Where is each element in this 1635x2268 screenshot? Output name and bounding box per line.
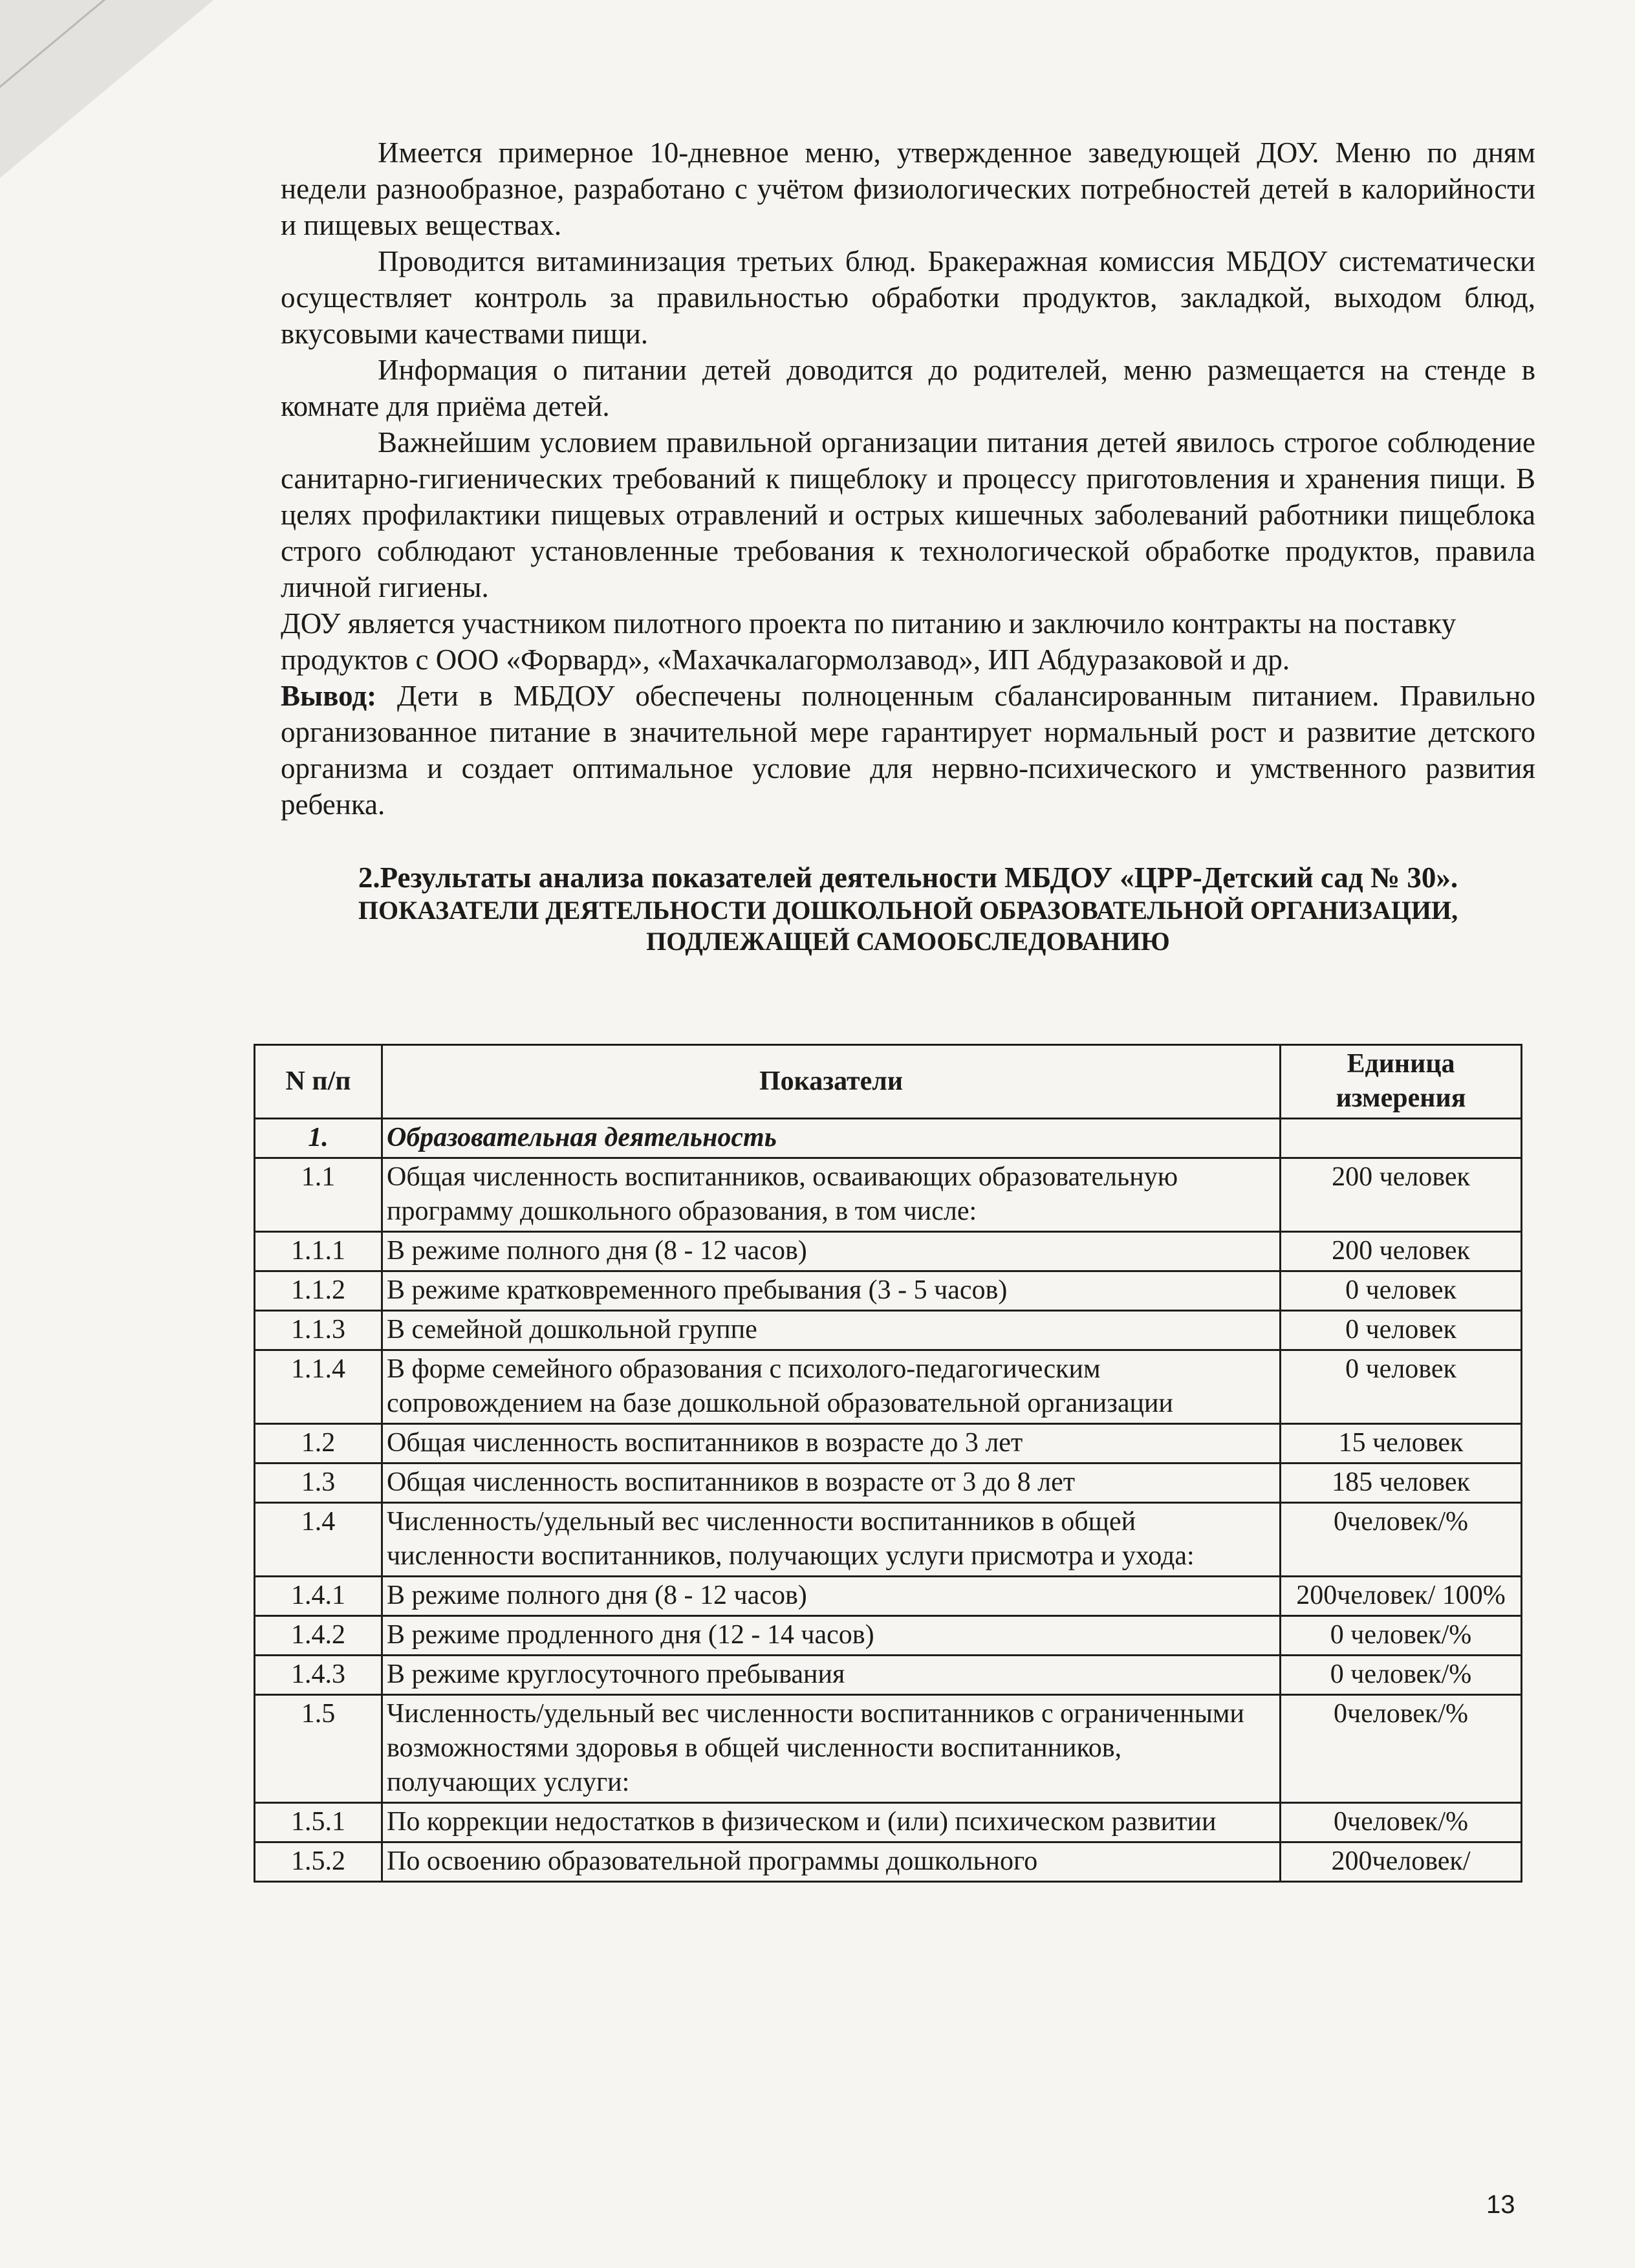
row-unit: 0 человек	[1281, 1311, 1522, 1350]
row-number: 1.1.4	[255, 1350, 382, 1424]
row-number: 1.1.2	[255, 1271, 382, 1311]
table-row	[255, 1695, 1522, 1803]
row-indicator: Образовательная деятельность	[382, 1119, 1281, 1158]
paragraph-sanitary: Важнейшим условием правильной организации питания детей явилось строгое соблюдение санитарно-гигиенических требований к пищеблоку и процессу приготовления и хранения пищи. В целях профилактики пищевых отравлений и острых кишечных заболеваний работники пищеблока строго соблюдают установленные требования к технологической обработке продуктов, правила личной гигиены.	[281, 426, 1535, 603]
row-unit: 15 человек	[1281, 1424, 1522, 1463]
table-row	[255, 1803, 1522, 1842]
row-number: 1.4.3	[255, 1656, 382, 1695]
row-indicator: Численность/удельный вес численности воспитанников в общей численности воспитанников, получающих услуги присмотра и ухода:	[382, 1503, 1281, 1577]
row-indicator: В режиме полного дня (8 - 12 часов)	[382, 1232, 1281, 1271]
row-unit: 0человек/%	[1281, 1503, 1522, 1577]
section-subtitle: ПОКАЗАТЕЛИ ДЕЯТЕЛЬНОСТИ ДОШКОЛЬНОЙ ОБРАЗОВАТЕЛЬНОЙ ОРГАНИЗАЦИИ, ПОДЛЕЖАЩЕЙ САМООБСЛЕДОВАНИЮ	[358, 896, 1458, 956]
table-row	[255, 1232, 1522, 1271]
row-number: 1.5.1	[255, 1803, 382, 1842]
row-indicator: В режиме кратковременного пребывания (3 - 5 часов)	[382, 1271, 1281, 1311]
row-indicator: В режиме полного дня (8 - 12 часов)	[382, 1577, 1281, 1616]
row-number: 1.4	[255, 1503, 382, 1577]
row-number: 1.4.1	[255, 1577, 382, 1616]
row-indicator: По освоению образовательной программы дошкольного	[382, 1842, 1281, 1882]
table-row	[255, 1616, 1522, 1656]
paragraph-pilot-project: ДОУ является участником пилотного проекта по питанию и заключило контракты на поставку продуктов с ООО «Форвард», «Махачкалагормолзавод», ИП Абдуразаковой и др.	[281, 607, 1456, 676]
row-indicator: В режиме круглосуточного пребывания	[382, 1656, 1281, 1695]
row-unit: 200человек/ 100%	[1281, 1577, 1522, 1616]
indicators-table	[254, 1044, 1522, 1883]
row-unit: 200 человек	[1281, 1158, 1522, 1232]
table-section-row	[255, 1119, 1522, 1158]
table-row	[255, 1463, 1522, 1503]
table-row	[255, 1656, 1522, 1695]
table-row	[255, 1271, 1522, 1311]
row-unit: 0 человек	[1281, 1271, 1522, 1311]
row-unit	[1281, 1119, 1522, 1158]
row-number: 1.5.2	[255, 1842, 382, 1882]
row-number: 1.1.1	[255, 1232, 382, 1271]
table-header-row	[255, 1045, 1522, 1119]
row-indicator: В форме семейного образования с психолого-педагогическим сопровождением на базе дошкольной образовательной организации	[382, 1350, 1281, 1424]
header-unit: Единица измерения	[1281, 1045, 1522, 1119]
paragraph-menu: Имеется примерное 10-дневное меню, утвержденное заведующей ДОУ. Меню по дням недели разнообразное, разработано с учётом физиологических потребностей детей в калорийности и пищевых веществах.	[281, 136, 1535, 241]
row-number: 1.2	[255, 1424, 382, 1463]
conclusion	[281, 678, 1535, 823]
row-unit: 0человек/%	[1281, 1803, 1522, 1842]
row-indicator: Численность/удельный вес численности воспитанников с ограниченными возможностями здоровья в общей численности воспитанников, получающих услуги:	[382, 1695, 1281, 1803]
conclusion-text: Дети в МБДОУ обеспечены полноценным сбалансированным питанием. Правильно организованное питание в значительной мере гарантирует нормальный рост и развитие детского организма и создает оптимальное условие для нервно-психического и умственного развития ребенка.	[281, 680, 1536, 821]
row-number: 1.	[255, 1119, 382, 1158]
row-indicator: Общая численность воспитанников в возрасте от 3 до 8 лет	[382, 1463, 1281, 1503]
body-text	[281, 135, 1535, 957]
table-row	[255, 1311, 1522, 1350]
row-number: 1.3	[255, 1463, 382, 1503]
table-row	[255, 1158, 1522, 1232]
table-body	[255, 1119, 1522, 1882]
table-row	[255, 1842, 1522, 1882]
paragraph-vitamins: Проводится витаминизация третьих блюд. Бракеражная комиссия МБДОУ систематически осуществляет контроль за правильностью обработки продуктов, закладкой, выходом блюд, вкусовыми качествами пищи.	[281, 245, 1535, 350]
row-unit: 200 человек	[1281, 1232, 1522, 1271]
page-number: 13	[1486, 2190, 1515, 2219]
row-indicator: Общая численность воспитанников, осваивающих образовательную программу дошкольного образования, в том числе:	[382, 1158, 1281, 1232]
row-unit: 0 человек	[1281, 1350, 1522, 1424]
conclusion-label: Вывод:	[281, 680, 377, 712]
row-indicator: По коррекции недостатков в физическом и (или) психическом развитии	[382, 1803, 1281, 1842]
row-indicator: В режиме продленного дня (12 - 14 часов)	[382, 1616, 1281, 1656]
row-unit: 0человек/%	[1281, 1695, 1522, 1803]
table-row	[255, 1577, 1522, 1616]
table-row	[255, 1424, 1522, 1463]
row-unit: 185 человек	[1281, 1463, 1522, 1503]
header-number: N п/п	[255, 1045, 382, 1119]
row-indicator: Общая численность воспитанников в возрасте до 3 лет	[382, 1424, 1281, 1463]
row-unit: 200человек/	[1281, 1842, 1522, 1882]
row-unit: 0 человек/%	[1281, 1656, 1522, 1695]
row-number: 1.4.2	[255, 1616, 382, 1656]
table-row	[255, 1350, 1522, 1424]
row-unit: 0 человек/%	[1281, 1616, 1522, 1656]
table-row	[255, 1503, 1522, 1577]
section-title: 2.Результаты анализа показателей деятельности МБДОУ «ЦРР-Детский сад № 30».	[358, 861, 1458, 894]
header-indicators: Показатели	[382, 1045, 1281, 1119]
paragraph-parents-info: Информация о питании детей доводится до родителей, меню размещается на стенде в комнате для приёма детей.	[281, 354, 1535, 422]
row-number: 1.5	[255, 1695, 382, 1803]
row-indicator: В семейной дошкольной группе	[382, 1311, 1281, 1350]
row-number: 1.1.3	[255, 1311, 382, 1350]
row-number: 1.1	[255, 1158, 382, 1232]
